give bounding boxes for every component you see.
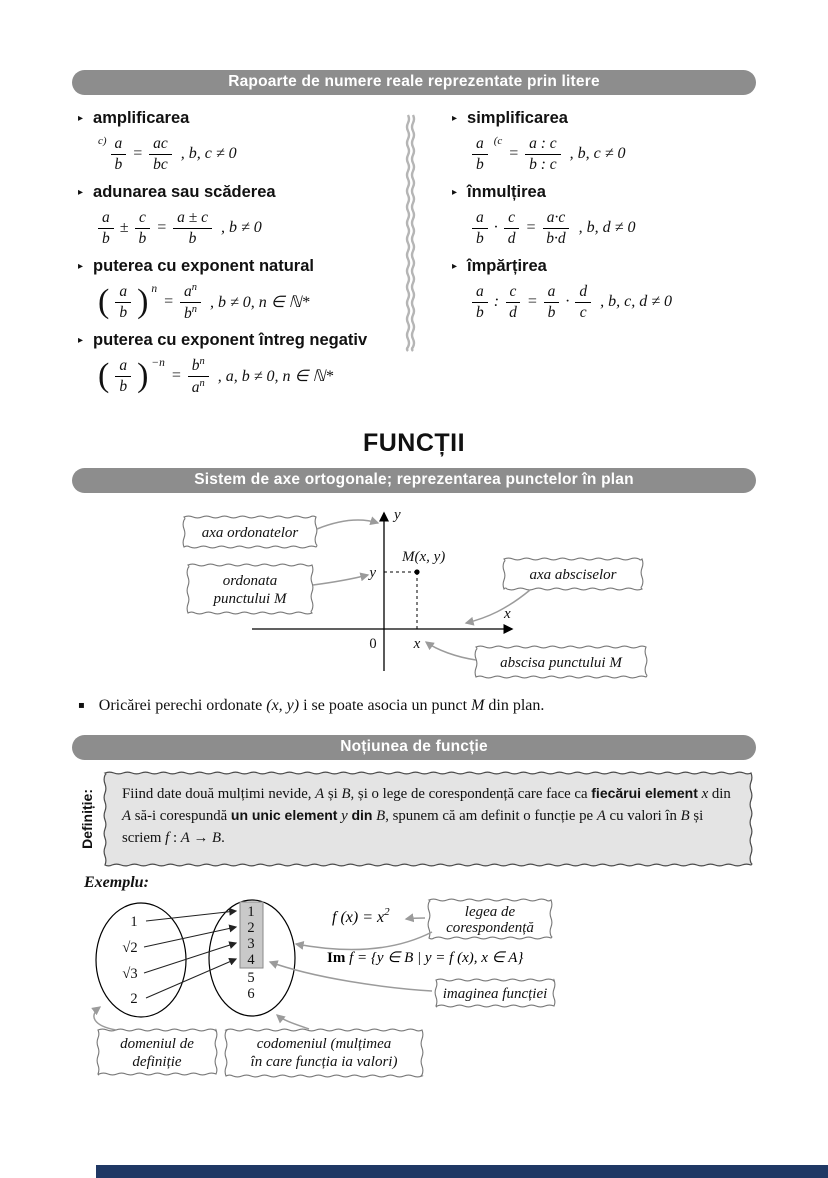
fraction: $\frac{a}{b}$ (544, 283, 560, 321)
item-label: puterea cu exponent întreg negativ (93, 331, 368, 349)
triangle-bullet-icon: ▸ (78, 113, 84, 124)
svg-text:domeniul de: domeniul de (120, 1036, 194, 1052)
section-header-axe (72, 468, 756, 493)
condition: , b, c ≠ 0 (180, 145, 237, 162)
square-bullet-icon: ▪ (78, 700, 85, 711)
codomain-element: 1 (247, 904, 255, 920)
right-paren: ) (137, 282, 149, 320)
item-inmultirea (446, 183, 756, 250)
fraction: $\frac{c}{b}$ (135, 209, 151, 247)
rapoarte-left-column (72, 109, 402, 405)
point-m-label: M(x, y) (402, 549, 446, 565)
triangle-bullet-icon: ▸ (452, 113, 458, 124)
definition-block (72, 770, 756, 868)
note-text: Oricărei perechi ordonate (x, y) i se poate asocia un punct M din plan. (98, 697, 545, 714)
right-paren: ) (137, 356, 149, 394)
fraction: $\frac{a : c}{b : c}$ (525, 135, 561, 173)
item-puterea-negativa (72, 331, 402, 398)
svg-text:legea de: legea de (464, 904, 516, 920)
condition: , b, c ≠ 0 (569, 145, 626, 162)
content (72, 0, 756, 1110)
item-label: adunarea sau scăderea (93, 183, 276, 201)
arrow-to-mapping (296, 932, 432, 950)
fraction: $\frac{ac}{bc}$ (149, 135, 172, 173)
item-label: puterea cu exponent natural (93, 257, 314, 275)
item-simplificarea (446, 109, 756, 176)
colon-operator: : (493, 293, 500, 310)
formula-amplificarea (98, 132, 402, 176)
domain-element: 1 (130, 914, 138, 930)
item-amplificarea (72, 109, 402, 176)
equals-sign: = (170, 367, 182, 384)
codomain-element: 5 (247, 970, 255, 986)
formula-adunarea (98, 206, 402, 250)
item-label: împărțirea (467, 257, 547, 275)
equals-sign: = (526, 293, 538, 310)
rapoarte-right-column (418, 109, 756, 405)
condition: , a, b ≠ 0, n ∈ ℕ* (217, 368, 334, 385)
wavy-divider (404, 113, 417, 353)
plus-minus-sign: ± (119, 219, 129, 236)
function-example-diagram (84, 898, 744, 1110)
formula-simplificarea (472, 132, 756, 176)
formula-puterea-naturala (98, 280, 402, 324)
item-label: simplificarea (467, 109, 568, 127)
origin-label: 0 (369, 636, 377, 652)
rapoarte-columns (72, 109, 756, 405)
arrow-to-y-axis (317, 520, 378, 529)
function-rule: f $(x) = x^2$ (332, 906, 390, 926)
left-paren: ( (98, 356, 110, 394)
svg-text:în care funcția ia valori): în care funcția ia valori) (250, 1054, 398, 1070)
fraction: $\frac{a}{b}$ (115, 357, 131, 395)
footer-bar (96, 1165, 828, 1178)
exponent: n (151, 283, 158, 295)
fraction: $\frac{d}{c}$ (575, 283, 591, 321)
item-adunarea (72, 183, 402, 250)
triangle-bullet-icon: ▸ (78, 335, 84, 346)
dot-operator: · (565, 293, 570, 310)
formula-impartirea (472, 280, 756, 324)
section-title: Rapoarte de numere reale reprezentate prin litere (228, 73, 600, 90)
fraction: $\frac{a}{b}$ (98, 209, 114, 247)
fraction: $\frac{c}{d}$ (505, 283, 521, 321)
arrow-to-codomain (277, 1015, 309, 1029)
annotation-sup: (c (493, 135, 503, 147)
x-axis-label: x (504, 606, 511, 622)
fraction: $\frac{a}{b}$ (472, 283, 488, 321)
chapter-title: FUNCȚII (362, 429, 466, 457)
codomain-element: 3 (247, 936, 255, 952)
fraction: $\frac{a\cdot c}{b\cdot d}$ (542, 209, 569, 247)
svg-text:axa absciselor: axa absciselor (529, 567, 617, 583)
domain-element: 2 (130, 991, 138, 1007)
y-axis-label: y (394, 507, 401, 523)
dot-operator: · (493, 219, 498, 236)
arrow-to-rule (406, 918, 425, 919)
arrow-to-x-axis (466, 590, 530, 623)
mapping-arrow (144, 927, 236, 947)
equals-sign: = (132, 145, 144, 162)
condition: , b, c, d ≠ 0 (600, 293, 673, 310)
fraction: $\frac{a \pm c}{b}$ (173, 209, 212, 247)
fraction: $\frac{a^n}{b^n}$ (180, 282, 201, 322)
fraction: $\frac{c}{d}$ (504, 209, 520, 247)
condition: , b ≠ 0 (220, 219, 262, 236)
condition: , b, d ≠ 0 (578, 219, 636, 236)
svg-text:axa ordonatelor: axa ordonatelor (201, 525, 299, 541)
codomain-element: 6 (247, 986, 255, 1002)
condition: , b ≠ 0, n ∈ ℕ* (209, 294, 310, 311)
formula-inmultirea (472, 206, 756, 250)
item-label: amplificarea (93, 109, 190, 127)
domain-ellipse (96, 903, 186, 1017)
svg-text:punctului M: punctului M (213, 591, 287, 607)
section-header-functie (72, 735, 756, 760)
equals-sign: = (156, 219, 168, 236)
note-ordered-pairs (78, 697, 756, 715)
section-title: Noțiunea de funcție (340, 738, 488, 755)
column-divider (402, 109, 418, 405)
mapping-arrow (144, 943, 236, 973)
exponent: −n (151, 357, 165, 369)
section-header-rapoarte (72, 70, 756, 95)
svg-text:corespondență: corespondență (446, 920, 534, 936)
fraction: $\frac{a}{b}$ (472, 135, 488, 173)
fraction: $\frac{a}{b}$ (111, 135, 127, 173)
triangle-bullet-icon: ▸ (78, 187, 84, 198)
domain-element: √2 (122, 940, 138, 956)
section-title: Sistem de axe ortogonale; reprezentarea punctelor în plan (194, 471, 634, 488)
svg-text:abscisa punctului M: abscisa punctului M (500, 655, 622, 671)
triangle-bullet-icon: ▸ (452, 261, 458, 272)
svg-text:definiție: definiție (132, 1054, 182, 1070)
image-set: Im f = {y ∈ B | y = f (x), x ∈ A} (327, 950, 524, 966)
fraction: $\frac{a}{b}$ (472, 209, 488, 247)
mapping-arrow (146, 959, 236, 998)
arrow-to-abscissa (426, 642, 476, 660)
equals-sign: = (163, 293, 174, 310)
svg-text:codomeniul (mulțimea: codomeniul (mulțimea (256, 1036, 392, 1052)
item-puterea-naturala (72, 257, 402, 324)
left-paren: ( (98, 282, 110, 320)
triangle-bullet-icon: ▸ (78, 261, 84, 272)
item-label: înmulțirea (467, 183, 546, 201)
axes-diagram (84, 499, 744, 691)
fraction: $\frac{b^n}{a^n}$ (188, 356, 209, 396)
triangle-bullet-icon: ▸ (452, 187, 458, 198)
tick-y-label: y (369, 565, 376, 581)
codomain-element: 2 (247, 920, 255, 936)
formula-puterea-negativa (98, 354, 402, 398)
arrow-to-domain (94, 1007, 116, 1030)
tick-x-label: x (413, 636, 421, 652)
definition-box (102, 770, 754, 868)
equals-sign: = (525, 219, 537, 236)
domain-element: √3 (122, 966, 138, 982)
arrow-to-ordinate (313, 575, 368, 585)
fraction: $\frac{a}{b}$ (115, 283, 131, 321)
equals-sign: = (508, 145, 520, 162)
item-impartirea (446, 257, 756, 324)
definition-text: Fiind date două mulțimi nevide, A și B, și o lege de corespondență care face ca fiecărui element x din A să-i corespundă un unic element y din B, spunem că am definit o funcție pe A cu valori în B și scriem f : A → B. (122, 785, 731, 847)
codomain-element: 4 (247, 952, 255, 968)
exemplu-label: Exemplu: (84, 874, 149, 891)
svg-text:ordonata: ordonata (222, 573, 278, 589)
svg-text:imaginea funcției: imaginea funcției (442, 986, 548, 1002)
annotation-sup: c) (98, 135, 107, 147)
definition-side-label: Definiție: (79, 789, 95, 849)
